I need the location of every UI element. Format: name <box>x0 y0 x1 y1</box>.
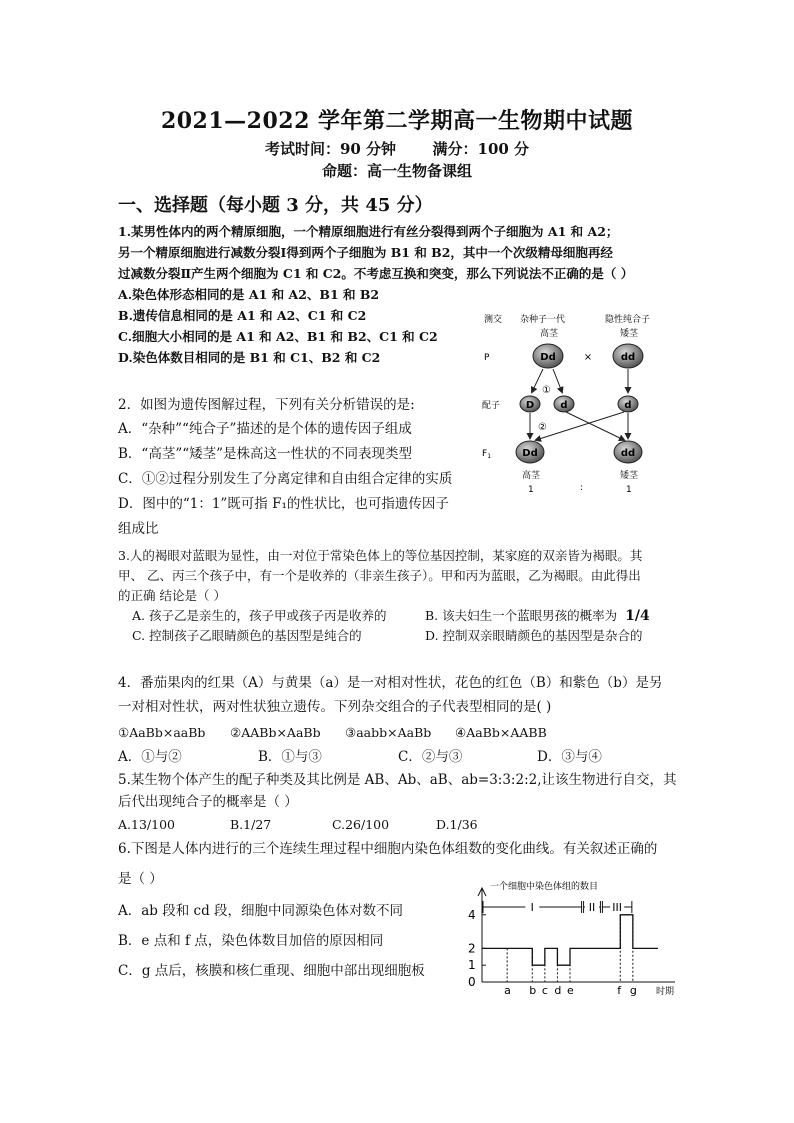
q4-cross-3: ③aabb×AaBb <box>345 725 432 740</box>
q1-option-a: A.染色体形态相同的是 A1 和 A2、B1 和 B2 <box>118 287 380 302</box>
q2-option-d: D．图中的“1：1”既可指 F₁的性状比，也可指遗传因子 <box>118 496 449 512</box>
q4-option-d: D．③与④ <box>537 749 602 765</box>
cross-header-recessive: 隐性纯合子 <box>605 315 651 325</box>
q2-stem: 2．如图为遗传图解过程，下列有关分析错误的是: <box>118 397 415 413</box>
q3-line-3: 的正确 结论是（ ） <box>118 588 226 603</box>
y-tick-label: 1 <box>468 958 476 973</box>
offspring-short-text: 矮茎 <box>620 471 639 481</box>
chromosome-set-line <box>482 915 658 965</box>
offspring-tall-label: Dd <box>522 448 538 459</box>
exam-info <box>0 138 794 159</box>
offspring-tall-text: 高茎 <box>522 471 541 481</box>
q4-line-2: 一对相对性状，两对性状独立遗传。下列杂交组合的子代表型相同的是( ) <box>118 699 552 715</box>
step-1-label: ① <box>542 385 551 396</box>
chart-title: 一个细胞中染色体组的数目 <box>490 882 599 892</box>
stage-label-1: I <box>530 901 534 914</box>
stage-label-3: III <box>612 901 623 914</box>
q4-cross-4: ④AaBb×AABB <box>455 725 547 740</box>
q1-option-d: D.染色体数目相同的是 B1 和 C1、B2 和 C2 <box>118 350 381 365</box>
q1-line-2: 另一个精原细胞进行减数分裂Ⅰ得到两个子细胞为 B1 和 B2，其中一个次级精母细胞再经 <box>118 245 613 260</box>
cross-header-hybrid: 杂种子一代 <box>520 315 566 325</box>
y-tick-label: 4 <box>468 907 476 922</box>
row-label-p: P <box>484 353 490 363</box>
row-label-gamete: 配子 <box>482 401 501 411</box>
chromosome-set-chart <box>460 876 690 1002</box>
q1-option-b: B.遗传信息相同的是 A1 和 A2、C1 和 C2 <box>118 308 367 323</box>
exam-time: 考试时间：90 分钟 <box>264 140 397 158</box>
ratio-right: 1 <box>626 485 632 495</box>
point-label-e: e <box>567 984 574 997</box>
q5-option-a: A.13/100 <box>118 817 175 832</box>
q5-option-b: B.1/27 <box>230 817 272 832</box>
q2-option-d-cont: 组成比 <box>118 521 159 537</box>
y-tick-label: 0 <box>468 975 476 989</box>
q6-line-1: 6.下图是人体内进行的三个连续生理过程中细胞内染色体组数的变化曲线。有关叙述正确的 <box>118 841 658 857</box>
q4-option-b: B．①与③ <box>258 749 322 765</box>
parent-recessive-label: dd <box>620 352 636 363</box>
page-title: 2021—2022 学年第二学期高一生物期中试题 <box>160 108 634 134</box>
cross-label-short: 矮茎 <box>620 329 639 339</box>
point-label-d: d <box>554 984 562 997</box>
q3-option-b: B. 该夫妇生一个蓝眼男孩的概率为 1/4 <box>425 608 650 624</box>
q6-option-c: C．g 点后，核膜和核仁重现、细胞中部出现细胞板 <box>118 963 425 979</box>
q3-option-a: A. 孩子乙是亲生的，孩子甲或孩子丙是收养的 <box>132 608 387 623</box>
q6-option-b: B．e 点和 f 点，染色体数目加倍的原因相同 <box>118 933 384 949</box>
point-label-c: c <box>541 984 548 997</box>
step-2-label: ② <box>538 422 547 433</box>
q5-option-d: D.1/36 <box>436 817 478 832</box>
gamete-d-big-label: D <box>525 400 535 411</box>
q4-option-c: C．②与③ <box>398 749 463 765</box>
q5-line-2: 后代出现纯合子的概率是（ ） <box>118 794 298 810</box>
exam-author: 命题：高一生物备课组 <box>321 162 472 180</box>
y-tick-label: 2 <box>468 941 476 956</box>
q3-option-c: C. 控制孩子乙眼睛颜色的基因型是纯合的 <box>132 628 362 643</box>
genetic-cross-diagram <box>478 308 698 496</box>
q3-option-d: D. 控制双亲眼睛颜色的基因型是杂合的 <box>425 628 643 643</box>
q3-line-1: 3.人的褐眼对蓝眼为显性，由一对位于常染色体上的等位基因控制，某家庭的双亲皆为褐眼。其 <box>118 548 643 563</box>
exam-score: 满分：100 分 <box>432 140 530 158</box>
q3-line-2: 甲、 乙、丙三个孩子中，有一个是收养的（非亲生孩子）。甲和丙为蓝眼，乙为褐眼。由此得出 <box>118 568 641 583</box>
q1-line-1: 1.某男性体内的两个精原细胞，一个精原细胞进行有丝分裂得到两个子细胞为 A1 和 A2； <box>118 224 619 239</box>
q5-line-1: 5.某生物个体产生的配子种类及其比例是 AB、Ab、aB、ab=3:3:2:2,让该生物进行自交，其 <box>118 772 677 788</box>
q2-option-a: A．“杂种”“纯合子”描述的是个体的遗传因子组成 <box>118 421 412 437</box>
cross-label-tall: 高茎 <box>540 329 559 339</box>
parent-hybrid-label: Dd <box>540 352 556 363</box>
cross-header-testcross: 测交 <box>484 315 503 325</box>
point-label-f: f <box>617 984 622 997</box>
stage-label-2: II <box>588 901 596 914</box>
q1-line-3: 过减数分裂Ⅱ产生两个细胞为 C1 和 C2。不考虑互换和突变，那么下列说法不正确的是（ ） <box>118 266 634 281</box>
q6-option-a: A．ab 段和 cd 段，细胞中同源染色体对数不同 <box>118 903 404 919</box>
q5-option-c: C.26/100 <box>332 817 390 832</box>
q4-cross-1: ①AaBb×aaBb <box>118 725 206 740</box>
section-heading: 一、选择题（每小题 3 分，共 45 分） <box>118 195 433 216</box>
ratio-colon: : <box>580 483 584 493</box>
gamete-recessive-label: d <box>624 400 632 411</box>
q1-option-c: C.细胞大小相同的是 A1 和 A2、B1 和 B2、C1 和 C2 <box>118 329 438 344</box>
x-axis-label: 时期 <box>656 987 675 997</box>
cross-symbol: × <box>583 352 593 363</box>
point-label-g: g <box>629 984 637 997</box>
q2-option-c: C．①②过程分别发生了分离定律和自由组合定律的实质 <box>118 471 453 487</box>
q2-option-b: B．“高茎”“矮茎”是株高这一性状的不同表现类型 <box>118 446 413 462</box>
q4-line-1: 4．番茄果肉的红果（A）与黄果（a）是一对相对性状，花色的红色（B）和紫色（b）是另 <box>118 675 663 691</box>
row-label-f1: $F_1$ <box>482 449 492 460</box>
q6-line-2: 是（ ） <box>118 871 163 887</box>
q4-cross-2: ②AABb×AaBb <box>230 725 321 740</box>
ratio-left: 1 <box>528 485 534 495</box>
point-label-a: a <box>504 984 511 997</box>
offspring-short-label: dd <box>620 448 636 459</box>
gamete-d-small-label: d <box>560 400 568 411</box>
point-label-b: b <box>529 984 537 997</box>
q4-option-a: A．①与② <box>118 749 182 765</box>
